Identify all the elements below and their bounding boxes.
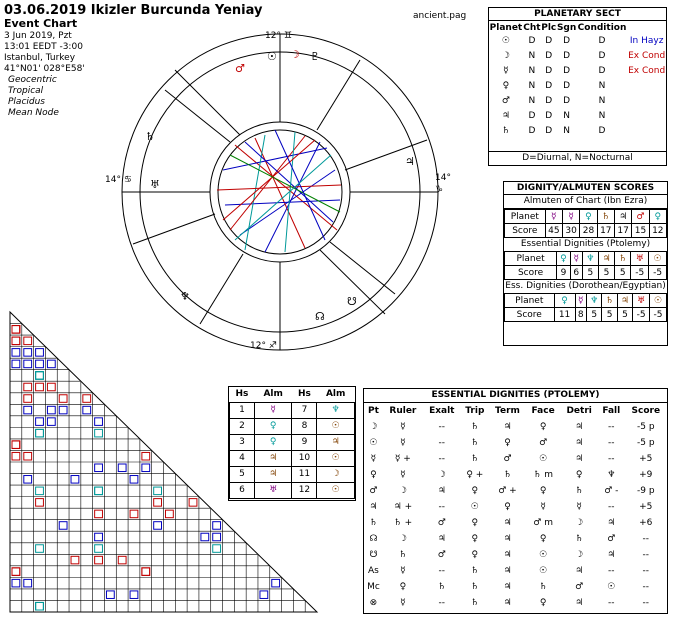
cell: -- bbox=[438, 438, 446, 448]
cell: ♀ bbox=[471, 550, 479, 560]
cell: N bbox=[528, 80, 536, 91]
score: 5 bbox=[587, 308, 602, 322]
cell: ♂ bbox=[503, 454, 512, 464]
cell: ♀ bbox=[504, 438, 511, 448]
cell: ♃ bbox=[575, 438, 584, 448]
cell: ♂ - bbox=[604, 486, 619, 496]
house-num: 1 bbox=[230, 402, 255, 418]
house-num: 10 bbox=[292, 450, 317, 466]
col-planet: Planet bbox=[489, 23, 523, 33]
cell: ☽ bbox=[575, 518, 584, 528]
cell: ♄ bbox=[470, 454, 479, 464]
table-row bbox=[364, 547, 667, 563]
cell: ☿ bbox=[400, 422, 406, 432]
svg-text:☋: ☋ bbox=[347, 295, 357, 308]
svg-text:♅: ♅ bbox=[150, 178, 160, 191]
cell: D bbox=[563, 50, 571, 61]
cell: ☉ bbox=[369, 438, 378, 448]
condition: Ex Cond bbox=[628, 50, 666, 61]
table-row bbox=[364, 579, 667, 595]
cell: D bbox=[545, 65, 553, 76]
col-term: Term bbox=[495, 406, 520, 416]
chart-time: 13:01 EEDT -3:00 bbox=[4, 42, 83, 52]
chart-wheel bbox=[105, 30, 455, 355]
house-num: 3 bbox=[230, 434, 255, 450]
almuten-table-2 bbox=[504, 251, 667, 280]
cell: ♂ + bbox=[498, 486, 517, 496]
planet: ☿ bbox=[545, 210, 562, 224]
svg-text:☊: ☊ bbox=[315, 310, 325, 323]
almuten-ptolemy-title: Essential Dignities (Ptolemy) bbox=[520, 239, 651, 249]
cell: D bbox=[563, 35, 571, 46]
cell: ☽ bbox=[575, 550, 584, 560]
planet: ♃ bbox=[614, 210, 631, 224]
chart-subtitle: Event Chart bbox=[4, 17, 78, 30]
cell: ♃ bbox=[575, 598, 584, 608]
cell: ♆ bbox=[607, 470, 616, 480]
svg-text:14° ♋: 14° ♋ bbox=[105, 175, 132, 185]
chart-title: 03.06.2019 Ikizler Burcunda Yeniay bbox=[4, 3, 263, 18]
planet: ♀ bbox=[557, 252, 571, 266]
setting-node: Mean Node bbox=[8, 108, 59, 118]
house-num: 9 bbox=[292, 434, 317, 450]
cell: ♀ bbox=[539, 598, 547, 608]
cell: -5 p bbox=[636, 422, 655, 432]
cell: ♀ bbox=[539, 486, 547, 496]
cell: N bbox=[563, 125, 570, 136]
score: 5 bbox=[617, 308, 632, 322]
house-num: 7 bbox=[292, 402, 317, 418]
col-sgn: Sgn bbox=[556, 23, 577, 33]
col-cht: Cht bbox=[523, 23, 541, 33]
planet: ♂ bbox=[632, 210, 649, 224]
cell: ♃ bbox=[575, 566, 584, 576]
cell: ♃ bbox=[503, 598, 512, 608]
condition: In Hayz bbox=[629, 35, 664, 46]
cusp-label: 12° ♊ bbox=[265, 31, 292, 41]
sect-panel bbox=[488, 7, 667, 166]
row-label: Planet bbox=[505, 210, 546, 224]
planet: ♀ bbox=[649, 210, 666, 224]
score: -5 bbox=[650, 308, 667, 322]
row-label: Score bbox=[505, 266, 557, 280]
condition bbox=[627, 78, 666, 93]
ess-title: ESSENTIAL DIGNITIES (PTOLEMY) bbox=[364, 389, 667, 403]
score: -5 bbox=[633, 308, 650, 322]
svg-text:♃: ♃ bbox=[405, 155, 415, 168]
cell: -- bbox=[608, 454, 615, 464]
cell: -- bbox=[608, 438, 615, 448]
cell: ♀ bbox=[539, 534, 547, 544]
cell: N bbox=[528, 95, 536, 106]
cell: N bbox=[528, 65, 536, 76]
cell: ♂ m bbox=[533, 518, 553, 528]
cell: -- bbox=[608, 502, 615, 512]
score: 5 bbox=[615, 266, 631, 280]
cell: -- bbox=[438, 454, 446, 464]
house-num: 5 bbox=[230, 466, 255, 482]
almuten-panel bbox=[503, 181, 668, 346]
score: 5 bbox=[602, 308, 617, 322]
cell: ♃ bbox=[369, 502, 378, 512]
cell: -- bbox=[642, 550, 650, 560]
cell: D bbox=[545, 50, 553, 61]
cell: ☿ bbox=[370, 454, 377, 464]
cell: ♃ bbox=[503, 422, 512, 432]
cell: ♃ bbox=[437, 534, 446, 544]
cell: ♄ bbox=[539, 582, 548, 592]
score: 5 bbox=[598, 266, 614, 280]
cell: ♃ bbox=[503, 582, 512, 592]
table-row bbox=[364, 483, 667, 499]
score: -5 bbox=[649, 266, 667, 280]
planet-jupiter: ♃ bbox=[501, 110, 510, 121]
cell: ☽ bbox=[398, 534, 407, 544]
sect-legend: D=Diurnal, N=Nocturnal bbox=[489, 151, 666, 165]
cell: ♃ bbox=[437, 486, 446, 496]
score: 30 bbox=[562, 224, 579, 238]
cell: ♃ bbox=[503, 518, 512, 528]
house-num: 2 bbox=[230, 418, 255, 434]
table-row bbox=[364, 435, 667, 451]
planet-venus: ♀ bbox=[502, 80, 510, 91]
cell: ☿ bbox=[400, 566, 406, 576]
house-num: 12 bbox=[292, 482, 317, 498]
ess-table bbox=[364, 403, 667, 611]
sect-title: PLANETARY SECT bbox=[489, 8, 666, 21]
condition bbox=[627, 93, 666, 108]
cell: ☉ bbox=[470, 502, 479, 512]
planet: ♆ bbox=[587, 294, 602, 308]
almuten-title: DIGNITY/ALMUTEN SCORES bbox=[504, 182, 667, 195]
cell: -- bbox=[438, 598, 446, 608]
cell: ♄ bbox=[575, 534, 584, 544]
cell: D bbox=[545, 110, 553, 121]
chart-date: 3 Jun 2019, Pzt bbox=[4, 31, 72, 41]
cell: ♃ bbox=[503, 550, 512, 560]
house-num: 8 bbox=[292, 418, 317, 434]
house-num: 6 bbox=[230, 482, 255, 498]
col-alm: Alm bbox=[325, 389, 346, 400]
col-score: Score bbox=[631, 406, 661, 416]
cell: D bbox=[598, 125, 606, 136]
cell: As bbox=[368, 566, 379, 576]
cell: ♄ bbox=[369, 518, 378, 528]
cell: -9 p bbox=[636, 486, 655, 496]
cell: -- bbox=[608, 598, 615, 608]
cell: ♂ bbox=[539, 438, 548, 448]
house-alm: ♃ bbox=[317, 434, 355, 450]
cell: ☿ + bbox=[394, 454, 411, 464]
cell: ☿ bbox=[576, 502, 582, 512]
planet: ♆ bbox=[582, 252, 598, 266]
score: -5 bbox=[631, 266, 649, 280]
cell: ♃ + bbox=[393, 502, 413, 512]
cell: ♃ bbox=[575, 454, 584, 464]
cell: D bbox=[545, 95, 553, 106]
house-alm: ☿ bbox=[254, 402, 292, 418]
planet: ♀ bbox=[554, 294, 575, 308]
cell: ☽ bbox=[369, 422, 378, 432]
col-hs: Hs bbox=[235, 389, 249, 400]
cell: ♃ bbox=[607, 518, 616, 528]
score: 15 bbox=[632, 224, 649, 238]
chart-coords: 41°N01' 028°E58' bbox=[4, 64, 85, 74]
col-plc: Plc bbox=[541, 23, 557, 33]
table-row bbox=[364, 419, 667, 435]
house-alm: ♃ bbox=[254, 450, 292, 466]
cell: N bbox=[598, 80, 606, 91]
cell: ♂ bbox=[607, 534, 616, 544]
score: 45 bbox=[545, 224, 562, 238]
score: 28 bbox=[580, 224, 597, 238]
cell: ♀ bbox=[504, 502, 511, 512]
cell: -- bbox=[608, 422, 615, 432]
setting-geocentric: Geocentric bbox=[8, 75, 57, 85]
cell: ♄ bbox=[470, 566, 479, 576]
aspect-grid bbox=[5, 310, 320, 615]
cell: ☽ bbox=[398, 486, 407, 496]
cell: ☉ bbox=[607, 582, 616, 592]
cell: ☿ bbox=[540, 502, 546, 512]
cell: ♃ bbox=[503, 534, 512, 544]
cell: Mc bbox=[367, 582, 380, 592]
cell: -- bbox=[608, 566, 615, 576]
cell: -- bbox=[642, 598, 650, 608]
score: 11 bbox=[554, 308, 575, 322]
condition bbox=[627, 108, 666, 123]
almuten-table-3 bbox=[504, 293, 667, 322]
cell: ☉ bbox=[539, 550, 548, 560]
almuten-dorothean-title: Ess. Dignities (Dorothean/Egyptian) bbox=[505, 281, 666, 291]
cell: ♂ bbox=[437, 550, 446, 560]
planet: ♄ bbox=[615, 252, 631, 266]
cell: ♄ bbox=[470, 438, 479, 448]
cell: -- bbox=[438, 502, 446, 512]
row-label: Planet bbox=[505, 294, 555, 308]
house-alm: ♆ bbox=[317, 402, 355, 418]
cell: ☿ bbox=[400, 438, 406, 448]
almuten-ibn-ezra-title: Almuten of Chart (Ibn Ezra) bbox=[504, 195, 667, 209]
cell: ♀ bbox=[370, 470, 377, 480]
col-alm: Alm bbox=[263, 389, 283, 400]
table-row bbox=[364, 531, 667, 547]
score: 9 bbox=[557, 266, 571, 280]
cell: D bbox=[563, 95, 571, 106]
table-row bbox=[364, 467, 667, 483]
planet: ☉ bbox=[650, 294, 667, 308]
cell: D bbox=[598, 65, 606, 76]
row-label: Score bbox=[505, 224, 546, 238]
svg-text:♑: ♑ bbox=[435, 185, 444, 195]
cell: +5 bbox=[639, 502, 653, 512]
cell: -- bbox=[642, 534, 650, 544]
score: 17 bbox=[614, 224, 631, 238]
score: 8 bbox=[575, 308, 586, 322]
cell: ♀ bbox=[471, 518, 479, 528]
cell: N bbox=[598, 95, 606, 106]
row-label: Planet bbox=[505, 252, 557, 266]
cell: ☋ bbox=[369, 550, 378, 560]
cell: ♃ bbox=[575, 422, 584, 432]
table-row bbox=[364, 595, 667, 611]
planet-mercury: ☿ bbox=[503, 65, 509, 76]
cell: ♂ bbox=[369, 486, 378, 496]
planet: ♄ bbox=[597, 210, 614, 224]
house-alm: ♃ bbox=[254, 466, 292, 482]
col-pt: Pt bbox=[367, 406, 379, 416]
cell: ☿ bbox=[400, 598, 406, 608]
cell: D bbox=[528, 125, 536, 136]
cell: D bbox=[545, 35, 553, 46]
cell: ♄ m bbox=[533, 470, 553, 480]
cell: ☿ bbox=[400, 470, 406, 480]
col-trip: Trip bbox=[465, 406, 485, 416]
planet-mars: ♂ bbox=[501, 95, 510, 106]
planet: ♃ bbox=[598, 252, 614, 266]
cell: -5 p bbox=[636, 438, 655, 448]
cell: ♄ + bbox=[393, 518, 413, 528]
cell: ♄ bbox=[575, 486, 584, 496]
cell: +6 bbox=[639, 518, 653, 528]
col-hs: Hs bbox=[297, 389, 311, 400]
cell: D bbox=[528, 110, 536, 121]
cell: N bbox=[598, 110, 606, 121]
file-name: ancient.pag bbox=[413, 11, 467, 21]
house-alm: ♅ bbox=[254, 482, 292, 498]
house-alm: ☉ bbox=[317, 418, 355, 434]
cell: ♀ bbox=[539, 422, 547, 432]
ess-dignities-panel bbox=[363, 388, 668, 614]
planet: ♃ bbox=[617, 294, 632, 308]
sect-table bbox=[489, 23, 666, 138]
planet-saturn: ♄ bbox=[501, 125, 510, 136]
table-row bbox=[364, 451, 667, 467]
house-alm: ♀ bbox=[254, 434, 292, 450]
cell: N bbox=[528, 50, 536, 61]
cell: D bbox=[598, 50, 606, 61]
setting-placidus: Placidus bbox=[8, 97, 45, 107]
cell: ♃ bbox=[503, 566, 512, 576]
planet: ♅ bbox=[633, 294, 650, 308]
planet: ♄ bbox=[602, 294, 617, 308]
cell: ♄ bbox=[503, 470, 512, 480]
col-detri: Detri bbox=[566, 406, 592, 416]
house-num: 4 bbox=[230, 450, 255, 466]
cell: ♂ bbox=[437, 518, 446, 528]
setting-tropical: Tropical bbox=[8, 86, 44, 96]
cell: ♃ bbox=[607, 550, 616, 560]
cell: ♀ bbox=[575, 470, 583, 480]
planet-moon: ☽ bbox=[501, 50, 510, 61]
cell: ☉ bbox=[539, 454, 548, 464]
planet: ☉ bbox=[649, 252, 667, 266]
house-num: 11 bbox=[292, 466, 317, 482]
cell: N bbox=[563, 110, 570, 121]
table-row bbox=[364, 515, 667, 531]
cell: ♀ + bbox=[466, 470, 484, 480]
cell: ⊗ bbox=[369, 598, 378, 608]
house-alm: ☉ bbox=[317, 450, 355, 466]
planet: ☿ bbox=[575, 294, 586, 308]
chart-place: Istanbul, Turkey bbox=[4, 53, 76, 63]
cell: ♀ bbox=[471, 486, 479, 496]
svg-text:14°: 14° bbox=[435, 173, 451, 183]
cell: ♄ bbox=[398, 550, 407, 560]
cell: -- bbox=[438, 566, 446, 576]
table-row bbox=[364, 499, 667, 515]
cell: ♀ bbox=[399, 582, 407, 592]
cell: D bbox=[545, 125, 553, 136]
svg-text:♆: ♆ bbox=[180, 290, 190, 303]
table-row bbox=[364, 563, 667, 579]
house-alm: ♀ bbox=[254, 418, 292, 434]
svg-text:♂: ♂ bbox=[235, 62, 245, 75]
cell: ♄ bbox=[470, 598, 479, 608]
cell: -- bbox=[642, 582, 650, 592]
cell: D bbox=[563, 80, 571, 91]
house-alm: ☽ bbox=[317, 466, 355, 482]
cell: ♄ bbox=[470, 582, 479, 592]
planet: ☿ bbox=[570, 252, 582, 266]
col-ruler: Ruler bbox=[389, 406, 417, 416]
svg-text:♇: ♇ bbox=[310, 50, 320, 63]
cell: ♂ bbox=[575, 582, 584, 592]
col-fall: Fall bbox=[602, 406, 621, 416]
svg-text:☽: ☽ bbox=[290, 48, 300, 61]
score: 12 bbox=[649, 224, 666, 238]
cell: D bbox=[563, 65, 571, 76]
cell: -- bbox=[438, 422, 446, 432]
col-exalt: Exalt bbox=[429, 406, 455, 416]
planet: ♀ bbox=[580, 210, 597, 224]
cell: ☽ bbox=[437, 470, 446, 480]
cell: +9 bbox=[639, 470, 653, 480]
planet: ☿ bbox=[562, 210, 579, 224]
cell: D bbox=[528, 35, 536, 46]
col-face: Face bbox=[531, 406, 555, 416]
condition: Ex Cond bbox=[628, 65, 666, 76]
svg-text:☉: ☉ bbox=[267, 50, 277, 63]
almuten-table-1 bbox=[504, 209, 667, 238]
cell: +5 bbox=[639, 454, 653, 464]
planet: ♅ bbox=[631, 252, 649, 266]
svg-text:♄: ♄ bbox=[145, 130, 155, 143]
condition bbox=[627, 123, 666, 138]
cell: ☊ bbox=[369, 534, 378, 544]
score: 5 bbox=[582, 266, 598, 280]
cell: ♄ bbox=[470, 422, 479, 432]
cell: ☉ bbox=[539, 566, 548, 576]
house-alm: ☉ bbox=[317, 482, 355, 498]
cell: ♀ bbox=[471, 534, 479, 544]
svg-text:12° ♐: 12° ♐ bbox=[250, 341, 277, 351]
cell: ♄ bbox=[437, 582, 446, 592]
planet-sun: ☉ bbox=[501, 35, 510, 46]
cell: D bbox=[545, 80, 553, 91]
score: 17 bbox=[597, 224, 614, 238]
col-condition: Condition bbox=[577, 23, 627, 33]
cell: -- bbox=[642, 566, 650, 576]
cell: D bbox=[598, 35, 606, 46]
row-label: Score bbox=[505, 308, 555, 322]
score: 6 bbox=[570, 266, 582, 280]
